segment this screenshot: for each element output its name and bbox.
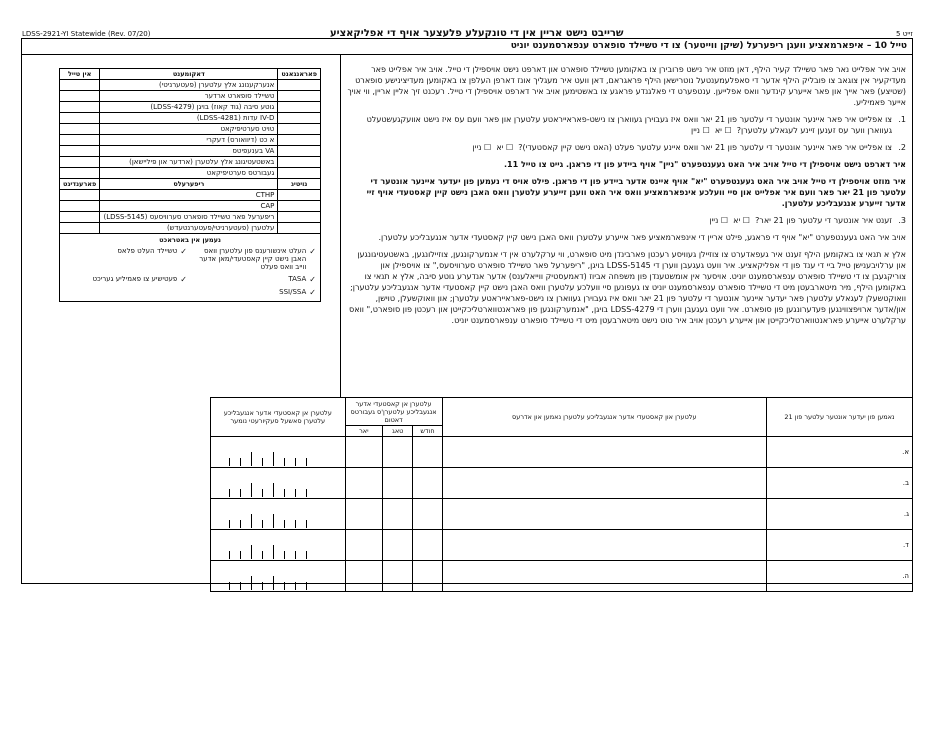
dob-month-cell[interactable]	[413, 468, 442, 499]
documents-header-1: פאראנגאנט	[278, 69, 321, 80]
table-row	[211, 437, 913, 468]
question-3-followup: אויב איר האט געענטפערט "יא" אויף די פראגע, פילט אריין די אינפארמאציע פאר אייערע עלטערן וואס האבן נישט קיין קאסטעדי אדער אנגעבליכע עלטערן.	[378, 233, 906, 242]
table-row	[211, 499, 913, 530]
dob-year-cell[interactable]	[345, 499, 383, 530]
digit-divider	[284, 582, 285, 590]
col-header-name: נאמען פון יעדער אונטער עלטער פון 21	[766, 398, 912, 437]
digit-divider	[240, 551, 241, 559]
checkmark-icon: ✓	[309, 275, 316, 284]
form-id: LDSS-2921-YI Statewide (Rev. 07/20)	[22, 30, 151, 38]
parent-name-cell[interactable]	[442, 561, 766, 592]
table-row	[60, 124, 321, 135]
question-2-no-checkbox[interactable]: ☐	[484, 143, 492, 152]
legend-title: נעמען אין באטראכט	[159, 236, 221, 244]
referrals-header-3: פארענדיגט	[60, 179, 100, 190]
legend-item-label: טשיילד העלט פלאס	[117, 247, 178, 255]
table-row	[211, 468, 913, 499]
document-name: גוטע סיבה (גוד קאוז) בויגן (LDSS-4279)	[100, 102, 278, 113]
intro-paragraph: אויב איר אפלייט נאר פאר טשיילד קעיר הילף, דאן מוזט איר נישט פרובירן צו באקומען טשיילד סופארט און דארפט נישט אויספילן די טייל. אויב איר אפלייט פאר מעדיקעיר אין צוגאב צו פובליק הילף אדער די סאפלעמענטעל נוטרישאן הילף פראגראם, דאן וועט איר מעגליך אונז דארפן העלפן צו באקומען מעדיצינישע סופארט (שטיצע) פאר אייך און פאר אייערע קינדער וואס אפלייען. ענטפערט די פאלגנדע פראגע צו באשטימען אויב איר דארפט אויספילן די טייל. רעכנט זיך אליין אריין, ווי אויך אייער פאמיליע.	[347, 65, 906, 107]
checkmark-icon: ✓	[180, 275, 187, 284]
ssn-cell[interactable]	[211, 530, 346, 561]
instruction-yes-text: איר מוזט אויספילן די טייל אויב איר האט געענטפערט "יא" אויף איינס אדער ביידע פון די פראגן. פילט אויס די נעמען פון יעדער איינער אונטער די עלטער פון 21 יאר פאר וועם איר אפלייט און סיי וועלכע אינפארמאציע וואס איר האט וועגן זייערע עלטערן וואס האבן נישט קיין קאסטעדי אויף זיי אדער זייערע אנגעבליכע עלטערן.	[366, 177, 906, 208]
ssn-cell[interactable]	[211, 468, 346, 499]
legend-item	[64, 275, 187, 284]
document-name: IV-D עדות (LDSS-4281)	[100, 113, 278, 124]
question-1-yes-checkbox[interactable]: ☐	[724, 126, 732, 135]
question-3-number: 3.	[898, 216, 906, 225]
col-header-dob: עלטערן אן קאסטעדי אדער אנגעבליכע עלטערן'ס געבורטס דאטום	[345, 398, 442, 426]
table-row	[60, 102, 321, 113]
digit-divider	[240, 489, 241, 497]
digit-divider	[273, 483, 274, 497]
good-cause-paragraph: אלץ א תנאי צו באקומען הילף זענט איר געפאדערט צו צוזיילן געוויסע רעכטן פארבינדן מיט סופארט, ווי ערקלערט אין די אנמערקונגען, צוזיילונגען, באשטעטיגונגען און ערלויבענישן טייל ביי די ענד פון די אפליקאציע. איר וועט געגעבן ווערן די LDSS-5145 בויגן, "ריפערעל פאר טשיילד סופארט סערוויסעס," צו אויספילן און צוריקגעבן צו די טשיילד סופארט ענפארסמענט יוניט. אויסער אין אומשטענדן פון משפחה אביוז (דאמעסטיק ווייאלענס) אדער אנדערע גוטע סיבה, אלץ א תנאי צו באקומען הילף, מיר מיטארבעטן מיט די טשיילד סופארט ענפארסמענט יוניט צו געפונען סיי וועלכע עלטערן וואס האבן נישט קיין קאסטעדי אדער אנגעבליכע עלטערן; וואוקטשעלן לעגאלע עלטערן פאר יעדער איינער אונטער די עלטער פון 21 יאר וואס איז געבוירן געווארן צו נישט-פאראייראטע עלטערן; און וואוקשעלן, טוישן, און/אדער ארויפצווינגען פעדערונגען פון סופארט. איר וועט געגעבן ווערן די LDSS-4279 בויגן, "אנמערקונגען פון פאראנטווארטליכקייטן און רעכטן פון סופארט," וואס ערקלערט אייערע פאראנטווארטליכקייטן און אייערע רעכטן אויב איר טוט נישט מיטארבעטן מיט די טשיילד סופארט ענפארסמענט יוניט.	[349, 250, 906, 325]
parent-name-cell[interactable]	[442, 530, 766, 561]
dob-day-cell[interactable]	[383, 561, 413, 592]
digit-divider	[295, 458, 296, 466]
table-row	[60, 91, 321, 102]
col-header-day: טאג	[383, 426, 413, 437]
digit-divider	[251, 452, 252, 466]
question-3	[346, 215, 906, 226]
digit-divider	[229, 582, 230, 590]
question-3-no-checkbox[interactable]: ☐	[720, 216, 729, 225]
table-row	[60, 168, 321, 179]
table-row	[60, 190, 321, 201]
row-label: ב.	[766, 468, 912, 499]
dob-year-cell[interactable]	[345, 530, 383, 561]
dob-day-cell[interactable]	[383, 468, 413, 499]
legend-item	[193, 288, 316, 297]
legend-item	[193, 275, 316, 284]
dob-year-cell[interactable]	[345, 561, 383, 592]
digit-divider	[251, 483, 252, 497]
table-row	[211, 561, 913, 592]
instruction-yes	[346, 176, 906, 209]
digit-divider	[229, 551, 230, 559]
document-name: VA בענעפיטס	[100, 146, 278, 157]
document-name: אנערקענונג אלץ עלטערן (פעטערניטי)	[100, 80, 278, 91]
row-label: ה.	[766, 561, 912, 592]
instructions-column	[346, 64, 906, 332]
question-1-number: 1.	[898, 115, 906, 124]
question-1-text: צו אפלייט איר פאר איינער אונטער די עלטער פון 21 יאר וואס איז געבוירן געווארן צו נישט-פאראייראטע עלטערן און פאר וועם עס איז נישט אוועקגעשטעלט געווארן ווער עס זענען זיינע לעגאלע עלטערן?	[366, 115, 892, 135]
digit-divider	[306, 551, 307, 559]
dob-month-cell[interactable]	[413, 499, 442, 530]
table-row	[60, 113, 321, 124]
digit-divider	[295, 489, 296, 497]
legend-item	[64, 247, 187, 271]
question-2-text: צו אפלייט איר פאר איינער אונטער די עלטער פון 21 יאר וואס איינע עלטער פעלט (האט נישט קיין קאסטעדי)?	[518, 143, 892, 152]
referral-name: CTHP	[100, 190, 278, 201]
question-1-no-label: ניין	[691, 126, 701, 135]
documents-header-2: דאקומענט	[100, 69, 278, 80]
parent-name-cell[interactable]	[442, 499, 766, 530]
table-row	[60, 157, 321, 168]
ssn-boxes	[214, 500, 342, 528]
digit-divider	[262, 551, 263, 559]
document-name: א כט (דיוואורס) דעקרי	[100, 135, 278, 146]
document-name: טויט סערטיפיקאט	[100, 124, 278, 135]
col-header-parent: עלטערן און קאסטעדי אדער אנגעבליכע עלטערן נאמען און אדרעס	[442, 398, 766, 437]
documents-header-3: אין טייל	[60, 69, 100, 80]
dob-month-cell[interactable]	[413, 561, 442, 592]
referrals-header-1: נויטיג	[278, 179, 321, 190]
ssn-cell[interactable]	[211, 499, 346, 530]
digit-divider	[284, 489, 285, 497]
consider-legend	[59, 234, 321, 302]
legend-item-label: SSI/SSA	[279, 288, 307, 296]
checkmark-icon: ✓	[309, 288, 316, 297]
referral-name: עלטערן (פעטערניטי/פעטערנטעדש)	[100, 223, 278, 234]
row-label: ג.	[766, 499, 912, 530]
instruction-no: איר דארפט נישט אויספילן די טייל אויב איר האט געענטפערט "ניין" אויף ביידע פון די פראגן. גייט צו טייל 11.	[503, 160, 906, 169]
digit-divider	[306, 520, 307, 528]
digit-divider	[284, 520, 285, 528]
digit-divider	[306, 458, 307, 466]
digit-divider	[240, 520, 241, 528]
dob-year-cell[interactable]	[345, 437, 383, 468]
question-3-yes-label: יא	[733, 216, 741, 225]
digit-divider	[251, 545, 252, 559]
table-row	[60, 201, 321, 212]
digit-divider	[251, 514, 252, 528]
question-1-no-checkbox[interactable]: ☐	[702, 126, 710, 135]
digit-divider	[306, 582, 307, 590]
parent-name-cell[interactable]	[442, 437, 766, 468]
digit-divider	[273, 514, 274, 528]
digit-divider	[273, 576, 274, 590]
question-2-number: 2.	[898, 143, 906, 152]
legend-item-label: העלט אינשורענס פון עלטערן וואס האבן נישט קיין קאסטעדי/מאן אדער ווייב וואס פעלט	[199, 247, 307, 271]
digit-divider	[251, 576, 252, 590]
legend-item	[193, 247, 316, 271]
digit-divider	[262, 520, 263, 528]
dob-day-cell[interactable]	[383, 437, 413, 468]
digit-divider	[240, 582, 241, 590]
ssn-boxes	[214, 562, 342, 590]
digit-divider	[262, 582, 263, 590]
dob-month-cell[interactable]	[413, 530, 442, 561]
table-row	[211, 530, 913, 561]
digit-divider	[262, 458, 263, 466]
digit-divider	[273, 452, 274, 466]
referral-name: CAP	[100, 201, 278, 212]
table-row	[60, 212, 321, 223]
documents-table	[59, 68, 321, 234]
table-row	[60, 135, 321, 146]
question-3-no-label: ניין	[709, 216, 719, 225]
page-heading: שרייבט נישט אריין אין די טונקעלע פלעצער אויף די אפליקאציע	[330, 28, 624, 39]
question-3-yes-checkbox[interactable]: ☐	[742, 216, 750, 225]
referral-name: ריפערעל פאר טשיילד סופארט סערוויסעס (LDSS-5145)	[100, 212, 278, 223]
digit-divider	[262, 489, 263, 497]
table-row	[60, 80, 321, 91]
digit-divider	[284, 458, 285, 466]
page-number: זייט 5	[896, 30, 913, 38]
ssn-boxes	[214, 438, 342, 466]
digit-divider	[240, 458, 241, 466]
checkmark-icon: ✓	[180, 247, 187, 256]
row-label: ד.	[766, 530, 912, 561]
question-1-yes-label: יא	[714, 126, 722, 135]
legend-item-label: פעטישיע צו פאמיליע געריכט	[92, 275, 178, 283]
parents-table	[210, 397, 913, 592]
dob-year-cell[interactable]	[345, 468, 383, 499]
document-name: טשיילד סופארט ארדער	[100, 91, 278, 102]
table-row	[60, 223, 321, 234]
row-label: א.	[766, 437, 912, 468]
dob-day-cell[interactable]	[383, 530, 413, 561]
table-row	[60, 146, 321, 157]
dob-day-cell[interactable]	[383, 499, 413, 530]
digit-divider	[295, 520, 296, 528]
question-2-no-label: ניין	[472, 143, 482, 152]
digit-divider	[284, 551, 285, 559]
column-divider	[340, 55, 341, 397]
col-header-year: יאר	[345, 426, 383, 437]
parent-name-cell[interactable]	[442, 468, 766, 499]
col-header-month: חודש	[413, 426, 442, 437]
question-1	[346, 114, 906, 136]
ssn-cell[interactable]	[211, 561, 346, 592]
legend-item-label: TASA	[288, 275, 307, 283]
digit-divider	[295, 551, 296, 559]
document-name: געבורטס סערטיפיקאט	[100, 168, 278, 179]
question-2-yes-checkbox[interactable]: ☐	[506, 143, 514, 152]
checkmark-icon: ✓	[309, 247, 316, 256]
col-header-ssn: עלטערן אן קאסטעדי אדער אנגעבליכע עלטערן סאשעל סעקיורעטי נומער	[211, 398, 346, 437]
digit-divider	[229, 458, 230, 466]
referrals-header-2: ריפערעלס	[100, 179, 278, 190]
question-2	[346, 142, 906, 153]
ssn-cell[interactable]	[211, 437, 346, 468]
section-title: טייל 10 – איפארמאציע וועגן ריפערעל (שיקן ווייטער) צו די טשיילד סופארט ענפארסמענט יוניט	[21, 38, 913, 55]
ssn-boxes	[214, 531, 342, 559]
digit-divider	[273, 545, 274, 559]
ssn-boxes	[214, 469, 342, 497]
digit-divider	[229, 489, 230, 497]
dob-month-cell[interactable]	[413, 437, 442, 468]
digit-divider	[229, 520, 230, 528]
question-3-text: זענט איר אונטער די עלטער פון 21 יאר?	[755, 216, 892, 225]
office-use-sidebar	[59, 68, 321, 302]
question-2-yes-label: יא	[496, 143, 504, 152]
digit-divider	[295, 582, 296, 590]
digit-divider	[306, 489, 307, 497]
document-name: באשטעטיגונג אלץ עלטערן (ארדער און פיליישאן)	[100, 157, 278, 168]
